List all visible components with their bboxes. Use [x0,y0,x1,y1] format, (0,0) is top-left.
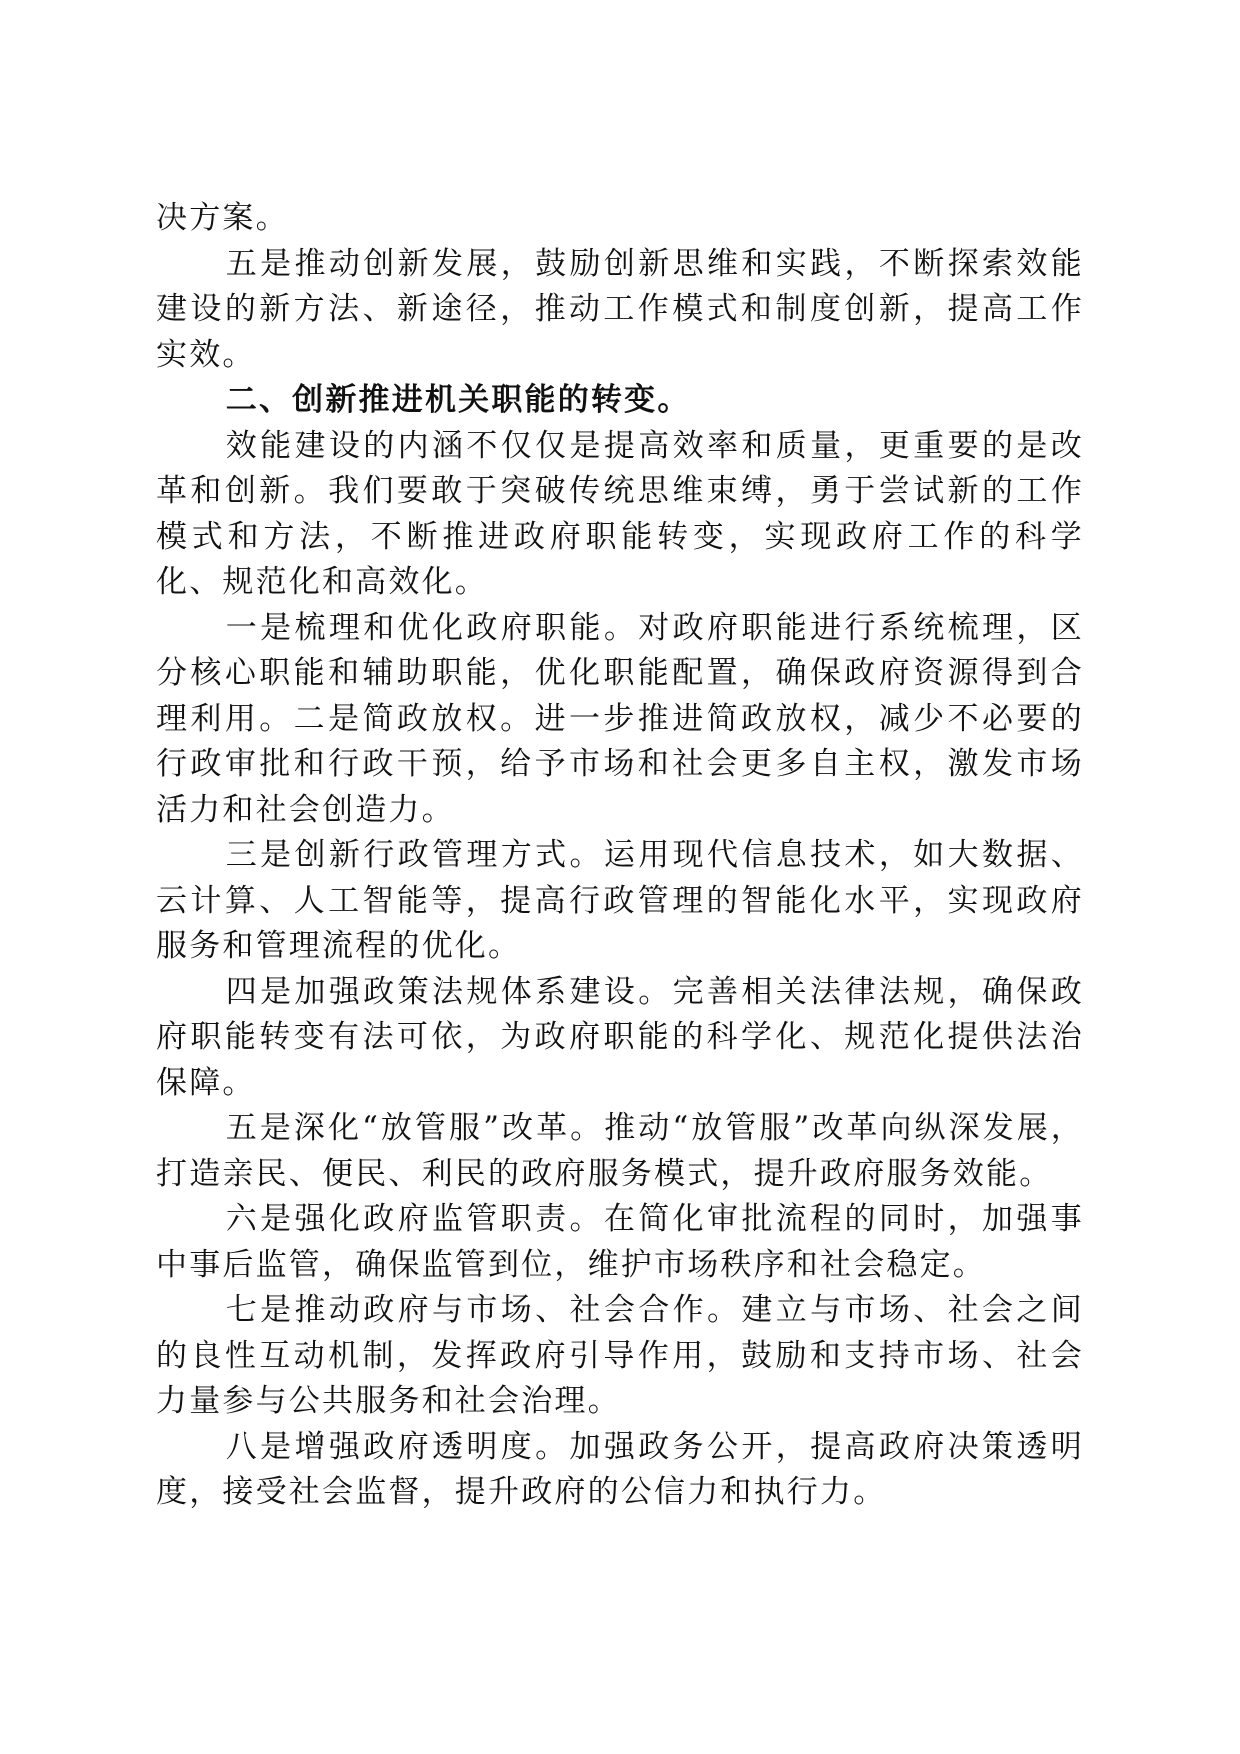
paragraph-continuation: 决方案。 [156,200,289,236]
paragraph-item-three: 三是创新行政管理方式。运用现代信息技术，如大数据、云计算、人工智能等，提高行政管理的智能化水平，实现政府服务和管理流程的优化。 [156,837,1084,964]
section-heading-two: 二、创新推进机关职能的转变。 [225,382,691,418]
paragraph-innovation-development: 五是推动创新发展，鼓励创新思维和实践，不断探索效能建设的新方法、新途径，推动工作模式和制度创新，提高工作实效。 [156,245,1084,373]
paragraph-item-five: 五是深化“放管服”改革。推动“放管服”改革向纵深发展，打造亲民、便民、利民的政府服务模式，提升政府服务效能。 [156,1110,1084,1192]
paragraph-item-seven: 七是推动政府与市场、社会合作。建立与市场、社会之间的良性互动机制，发挥政府引导作用，鼓励和支持市场、社会力量参与公共服务和社会治理。 [156,1292,1084,1419]
paragraph-item-four: 四是加强政策法规体系建设。完善相关法律法规，确保政府职能转变有法可依，为政府职能的科学化、规范化提供法治保障。 [156,973,1084,1101]
document-page [156,196,1084,1516]
paragraph-item-eight: 八是增强政府透明度。加强政务公开，提高政府决策透明度，接受社会监督，提升政府的公信力和执行力。 [156,1428,1084,1510]
paragraph-connotation: 效能建设的内涵不仅仅是提高效率和质量，更重要的是改革和创新。我们要敢于突破传统思维束缚，勇于尝试新的工作模式和方法，不断推进政府职能转变，实现政府工作的科学化、规范化和高效化。 [156,427,1084,600]
paragraph-item-one-two: 一是梳理和优化政府职能。对政府职能进行系统梳理，区分核心职能和辅助职能，优化职能配置，确保政府资源得到合理利用。二是简政放权。进一步推进简政放权，减少不必要的行政审批和行政干预，给予市场和社会更多自主权，激发市场活力和社会创造力。 [156,609,1084,828]
paragraph-item-six: 六是强化政府监管职责。在简化审批流程的同时，加强事中事后监管，确保监管到位，维护市场秩序和社会稳定。 [156,1201,1084,1283]
